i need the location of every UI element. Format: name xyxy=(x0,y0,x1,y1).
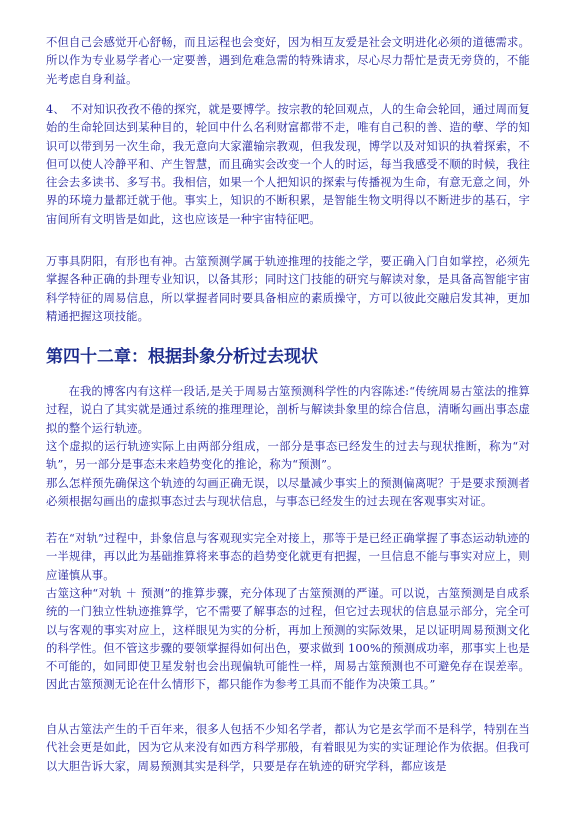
paragraph-verification: 那么怎样预先确保这个轨迹的勾画正确无误，以尽量减少事实上的预测偏离呢？于是要求预测者必须根据勾画出的虚拟事态过去与现状信息，与事态已经发生的过去现在客观事实对证。 xyxy=(46,477,530,509)
paragraph-virtual-track: 这个虚拟的运行轨迹实际上由两部分组成，一部分是事态已经发生的过去与现状推断，称为“对轨”，另一部分是事态未来趋势变化的推论，称为“预测”。 xyxy=(46,440,530,472)
paragraph-rigor: 古筮这种“对轨 ＋ 预测”的推算步骤，充分体现了古筮预测的严谨。可以说，古筮预测是自成系统的一门独立性轨迹推算学，它不需要了解事态的过程，但它过去现状的信息显示部分，完全可以与客观的事实对应上，这样眼见为实的分析，再加上预测的实际效果，足以证明周易预测文化的科学性。但不管这步骤的要领掌握得如何出色，要求做到 100%的预测成功率，那事实上也是不可能的，如同即使卫星发射也会出现偏轨可能性一样，周易古筮预测也不可避免存在误差率。因此古筮预测无论在什么情形下，都只能作为参考工具而不能作为决策工具。” xyxy=(46,587,530,692)
paragraph-form-and-spirit: 万事具阴阳，有形也有神。古筮预测学属于轨迹推理的技能之学，要正确入门自如掌控，必须先掌握各种正确的卦理专业知识，以备其形；同时这门技能的研究与解读对象，是具备高智能宇宙科学特征的周易信息，所以掌握者同时要具备相应的素质操守，方可以彼此交融启发其神，更加精通把握这项技能。 xyxy=(46,255,530,323)
paragraph-track-matching: 若在“对轨”过程中，卦象信息与客观现实完全对接上，那等于是已经正确掌握了事态运动轨迹的一半规律，再以此为基础推算将来事态的趋势变化就更有把握，一旦信息不能与事实对应上，则应谨慎从事。 xyxy=(46,532,530,582)
paragraph-blog-quote: 在我的博客内有这样一段话,是关于周易古筮预测科学性的内容陈述:“传统周易古筮法的推算过程，说白了其实就是通过系统的推理理论，剖析与解读卦象里的综合信息，清晰勾画出事态虚拟的整个运行轨迹。 xyxy=(46,385,530,435)
paragraph-learning: 4、 不对知识孜孜不倦的探究，就是要博学。按宗教的轮回观点，人的生命会轮回，通过周而复始的生命轮回达到某种目的，轮回中什么名利财富都带不走，唯有自己积的善、造的孽、学的知识可以带到另一次生命，我无意向大家灌输宗教观，但我发现，博学以及对知识的执着探索，不但可以使人冷静平和、产生智慧，而且确实会改变一个人的时运，每当我感受不顺的时候，我往往会去多读书、多写书。我相信，如果一个人把知识的探索与传播视为生命，有意无意之间，外界的环境力量都迁就于他。事实上，知识的不断积累，是智能生物文明得以不断进步的基石，宇宙间所有文明皆是如此，这也应该是一种宇宙特征吧。 xyxy=(46,103,530,226)
paragraph-science: 自从古筮法产生的千百年来，很多人包括不少知名学者，都认为它是玄学而不是科学，特别在当代社会更是如此，因为它从来没有如西方科学那般，有着眼见为实的实证理论作为依据。但我可以大胆告诉大家，周易预测其实是科学，只要是存在轨迹的研究学科，都应该是 xyxy=(46,723,530,773)
chapter-title: 第四十二章：根据卦象分析过去现状 xyxy=(46,347,318,367)
paragraph-kindness: 不但自己会感觉开心舒畅，而且运程也会变好，因为相互友爱是社会文明进化必须的道德需求。所以作为专业易学者心一定要善，遇到危难急需的特殊请求，尽心尽力帮忙是责无旁贷的，不能光考虑自身利益。 xyxy=(46,36,530,86)
